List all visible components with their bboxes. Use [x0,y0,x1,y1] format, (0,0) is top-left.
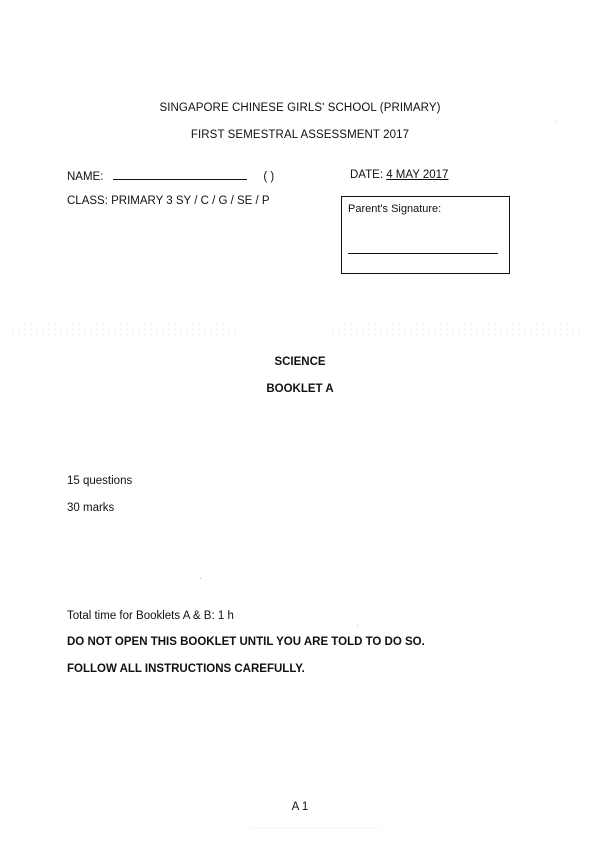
scan-noise-right [330,322,580,336]
total-time: Total time for Booklets A & B: 1 h [67,610,234,622]
follow-instruction: FOLLOW ALL INSTRUCTIONS CAREFULLY. [67,663,305,675]
date-field [350,169,448,181]
subject-title: SCIENCE [274,356,326,368]
name-label: NAME: [67,171,104,183]
scan-speck [357,625,358,626]
parent-signature-box [341,196,510,274]
class-field: CLASS: PRIMARY 3 SY / C / G / SE / P [67,195,270,207]
footer-scan-noise [250,826,380,830]
school-name: SINGAPORE CHINESE GIRLS' SCHOOL (PRIMARY) [159,102,441,114]
total-marks: 30 marks [67,502,115,514]
date-value: 4 MAY 2017 [386,169,449,181]
signature-line [348,253,498,254]
name-field [67,169,284,183]
date-label: DATE: [350,169,384,181]
booklet-title: BOOKLET A [266,383,334,395]
scan-noise-left [10,322,240,336]
question-count: 15 questions [67,475,133,487]
signature-label: Parent's Signature: [348,203,442,215]
assessment-title: FIRST SEMESTRAL ASSESSMENT 2017 [190,129,410,141]
name-blank-line [113,169,247,180]
scan-speck [200,578,201,579]
warning-instruction: DO NOT OPEN THIS BOOKLET UNTIL YOU ARE TOLD TO DO SO. [67,636,425,648]
scan-speck [555,121,556,122]
index-number-parens: ( ) [263,171,275,183]
page-number: A 1 [291,801,309,813]
